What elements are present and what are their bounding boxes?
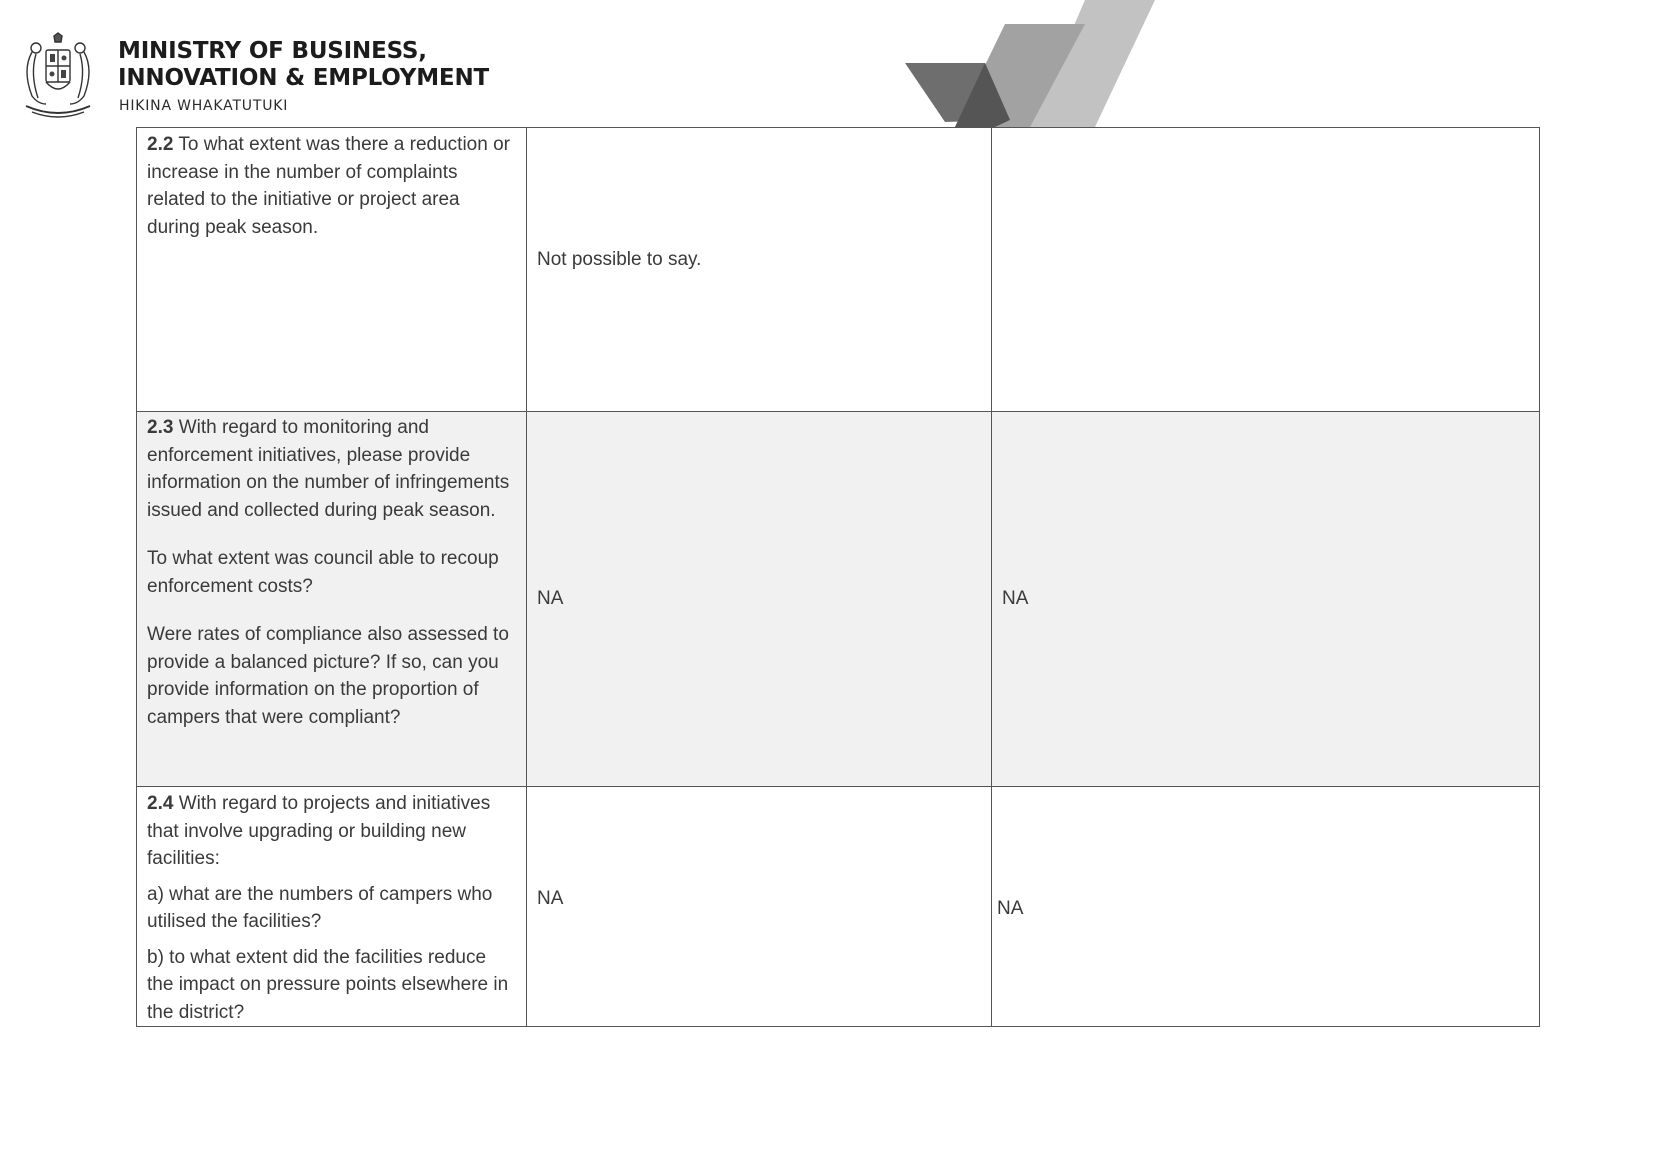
response-text: Not possible to say. xyxy=(537,248,702,270)
question-text-part3: b) to what extent did the facilities reduce the impact on pressure points elsewhere in the district? xyxy=(147,946,509,1023)
question-text-part2: a) what are the numbers of campers who utilised the facilities? xyxy=(147,883,493,932)
response-cell xyxy=(527,412,992,787)
brand-graphic xyxy=(905,0,1155,130)
table-row xyxy=(137,787,1540,1027)
question-cell xyxy=(137,128,527,412)
question-text: To what extent was there a reduction or increase in the number of complaints related to the initiative or project area during peak season. xyxy=(147,134,510,238)
comment-cell xyxy=(992,412,1540,787)
response-cell xyxy=(527,128,992,412)
question-text-part2: To what extent was council able to recoup enforcement costs? xyxy=(147,548,499,597)
table-row xyxy=(137,412,1540,787)
document-header xyxy=(0,0,1669,130)
question-cell xyxy=(137,787,527,1027)
question-text: With regard to projects and initiatives that involve upgrading or building new facilities: xyxy=(147,793,491,869)
ministry-name-line2: INNOVATION & EMPLOYMENT xyxy=(118,65,489,91)
question-cell xyxy=(137,412,527,787)
question-number: 2.4 xyxy=(147,793,174,814)
comment-text: NA xyxy=(1002,588,1029,610)
coat-of-arms-icon xyxy=(12,32,104,122)
question-text: With regard to monitoring and enforcement initiatives, please provide information on the number of infringements issued and collected during peak season. xyxy=(147,417,510,521)
response-cell xyxy=(527,787,992,1027)
ministry-name-line1: MINISTRY OF BUSINESS, xyxy=(118,38,427,64)
question-number: 2.3 xyxy=(147,417,174,438)
question-text-part3: Were rates of compliance also assessed to provide a balanced picture? If so, can you provide information on the proportion of campers that were compliant? xyxy=(147,624,509,728)
comment-cell xyxy=(992,787,1540,1027)
response-text: NA xyxy=(537,887,564,909)
comment-cell xyxy=(992,128,1540,412)
table-row xyxy=(137,128,1540,412)
comment-text: NA xyxy=(997,897,1024,919)
survey-table xyxy=(136,127,1540,1027)
ministry-name xyxy=(118,38,489,92)
ministry-maori-name: HIKINA WHAKATUTUKI xyxy=(119,98,289,114)
response-text: NA xyxy=(537,588,564,610)
question-number: 2.2 xyxy=(147,134,174,155)
